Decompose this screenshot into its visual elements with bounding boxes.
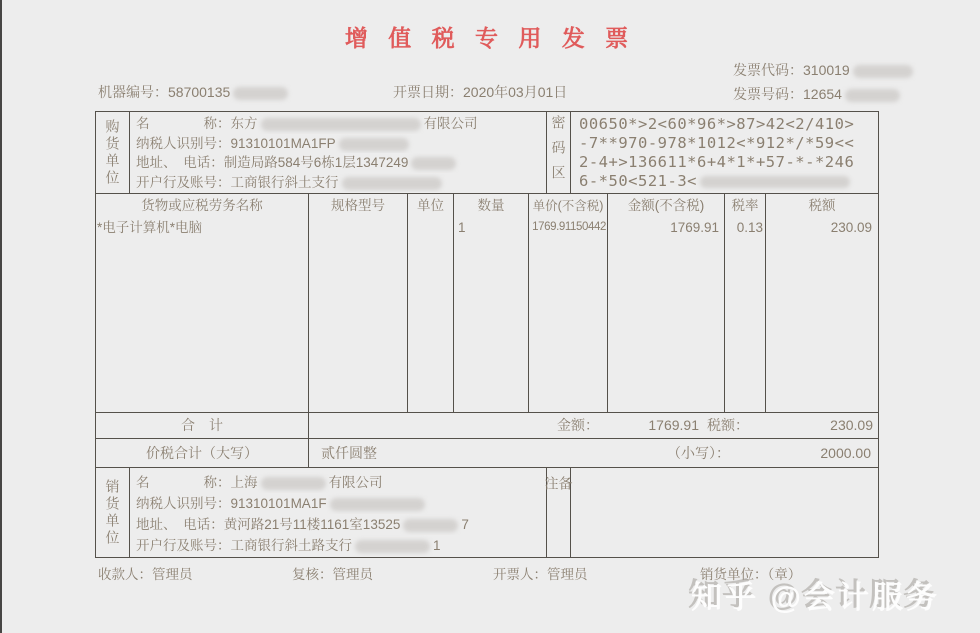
seller-address-label: 地址、 电话： bbox=[136, 517, 224, 532]
totals-tax-label: 税额： bbox=[707, 417, 749, 433]
password-line: 2-4+>136611*6+4*1*+57-*-*246 bbox=[579, 153, 855, 171]
remark-side-label: 备注 bbox=[547, 468, 571, 557]
amount-in-words: 贰仟圆整 bbox=[321, 445, 377, 461]
totals-label: 合 计 bbox=[96, 413, 309, 438]
payee-label: 收款人： bbox=[98, 567, 152, 582]
redaction-blur bbox=[233, 87, 288, 100]
redaction-blur bbox=[403, 519, 458, 532]
col-header-name: 货物或应税劳务名称 bbox=[96, 194, 309, 218]
password-line: -7**970-978*1012<*912*/*59<< bbox=[579, 134, 855, 152]
invoice-number-label: 发票号码： bbox=[733, 86, 803, 102]
machine-number-value: 58700135 bbox=[168, 84, 231, 100]
redaction-blur bbox=[845, 89, 900, 102]
item-unit-price-cell: 1769.91150442 bbox=[529, 218, 608, 412]
invoice-code-value: 310019 bbox=[803, 62, 850, 78]
zhihu-watermark: 知乎 @会计服务 bbox=[691, 580, 940, 615]
machine-number-line bbox=[98, 82, 291, 102]
payee-line bbox=[98, 563, 193, 583]
buyer-info bbox=[130, 112, 547, 193]
buyer-taxid-row bbox=[136, 134, 546, 154]
buyer-taxid-value: 91310101MA1FP bbox=[230, 135, 336, 151]
item-unit-cell bbox=[408, 218, 454, 412]
seller-stamp-line: 销货单位：（章） bbox=[700, 567, 802, 582]
col-header-tax-rate: 税率 bbox=[725, 194, 766, 218]
issue-date-line bbox=[393, 82, 567, 102]
small-amount-label: （小写）： bbox=[667, 445, 730, 461]
total-in-words-label: 价税合计（大写） bbox=[96, 439, 309, 467]
password-area bbox=[571, 112, 877, 193]
totals-amount-value: 1769.91 bbox=[648, 417, 699, 433]
seller-bank-row bbox=[136, 535, 546, 556]
seller-address-value: 黄河路21号11楼1161室13525 bbox=[223, 517, 401, 532]
col-header-amount: 金额(不含税) bbox=[608, 194, 725, 218]
totals-amount-label: 金额： bbox=[557, 417, 599, 433]
password-line bbox=[579, 172, 877, 191]
redaction-blur bbox=[853, 65, 913, 78]
seller-info bbox=[130, 468, 547, 557]
seller-address-suffix: 7 bbox=[461, 517, 469, 532]
item-amount-cell: 1769.91 bbox=[608, 218, 725, 412]
totals-content bbox=[309, 413, 878, 438]
reviewer-label: 复核： bbox=[292, 567, 333, 582]
col-header-unit: 单位 bbox=[408, 194, 454, 218]
password-line: 00650*>2<60*96*>87>42<2/410> bbox=[579, 115, 855, 133]
item-tax-cell: 230.09 bbox=[830, 220, 872, 235]
invoice-code-label: 发票代码： bbox=[733, 62, 803, 78]
issue-date-value: 2020年03月01日 bbox=[463, 84, 568, 100]
seller-name-label: 名 称： bbox=[136, 475, 231, 490]
total-in-words-content bbox=[309, 439, 878, 467]
remark-area bbox=[571, 468, 877, 557]
seller-taxid-row bbox=[136, 493, 546, 514]
buyer-address-label: 地址、 电话： bbox=[136, 155, 224, 170]
buyer-address-row bbox=[136, 153, 546, 173]
invoice-number-line bbox=[733, 84, 903, 104]
buyer-taxid-label: 纳税人识别号： bbox=[136, 135, 231, 151]
buyer-side-label: 购货单位 bbox=[96, 112, 130, 193]
totals-tax-value: 230.09 bbox=[830, 417, 873, 433]
drawer-line bbox=[493, 563, 588, 583]
col-header-tax: 税额 bbox=[808, 198, 836, 213]
invoice-code-line bbox=[733, 60, 916, 80]
seller-name-suffix: 有限公司 bbox=[328, 475, 383, 490]
issue-date-label: 开票日期： bbox=[393, 84, 463, 100]
redaction-blur bbox=[330, 498, 425, 511]
buyer-name-label: 名 称： bbox=[136, 116, 231, 131]
drawer-label: 开票人： bbox=[493, 567, 547, 582]
redaction-blur bbox=[355, 540, 430, 553]
item-name-cell: *电子计算机*电脑 bbox=[96, 218, 309, 412]
redaction-blur bbox=[261, 118, 421, 131]
buyer-address-value: 制造局路584号6栋1层1347249 bbox=[223, 155, 409, 170]
seller-bank-label: 开户行及账号： bbox=[136, 538, 231, 553]
totals-row bbox=[95, 412, 879, 439]
seller-address-row bbox=[136, 514, 546, 535]
seller-taxid-value: 91310101MA1F bbox=[230, 496, 327, 511]
item-spec-cell bbox=[309, 218, 408, 412]
drawer-value: 管理员 bbox=[547, 567, 588, 582]
reviewer-value: 管理员 bbox=[332, 567, 373, 582]
seller-name-row bbox=[136, 472, 546, 493]
invoice-number-value: 12654 bbox=[803, 86, 842, 102]
seller-section bbox=[95, 467, 879, 558]
col-header-unit-price: 单价(不含税) bbox=[529, 194, 608, 218]
redaction-blur bbox=[261, 477, 326, 490]
redaction-blur bbox=[700, 176, 850, 188]
invoice-title: 增 值 税 专 用 发 票 bbox=[344, 25, 636, 51]
buyer-bank-row bbox=[136, 173, 546, 193]
seller-name-value: 上海 bbox=[230, 475, 258, 490]
payee-value: 管理员 bbox=[152, 567, 193, 582]
item-qty-cell: 1 bbox=[454, 218, 529, 412]
item-tax-rate-cell: 0.13 bbox=[725, 218, 766, 412]
buyer-name-value: 东方 bbox=[230, 116, 258, 131]
total-in-words-row bbox=[95, 438, 879, 468]
seller-bank-suffix: 1 bbox=[433, 538, 441, 553]
col-header-qty: 数量 bbox=[454, 194, 529, 218]
seller-taxid-label: 纳税人识别号： bbox=[136, 496, 231, 511]
items-table bbox=[95, 193, 879, 413]
buyer-section bbox=[95, 111, 879, 194]
buyer-bank-label: 开户行及账号： bbox=[136, 174, 231, 190]
col-header-spec: 规格型号 bbox=[309, 194, 408, 218]
redaction-blur bbox=[342, 177, 442, 190]
buyer-bank-value: 工商银行斜土支行 bbox=[230, 174, 339, 190]
password-line-text: 6-*50<521-3< bbox=[579, 172, 697, 190]
buyer-name-suffix: 有限公司 bbox=[423, 116, 478, 131]
seller-bank-value: 工商银行斜土路支行 bbox=[230, 538, 352, 553]
reviewer-line bbox=[292, 563, 373, 583]
machine-number-label: 机器编号： bbox=[98, 84, 168, 100]
screenshot-left-edge bbox=[0, 0, 2, 633]
small-amount-value: 2000.00 bbox=[820, 445, 871, 461]
seller-side-label: 销货单位 bbox=[96, 468, 130, 557]
redaction-blur bbox=[339, 138, 409, 151]
buyer-name-row bbox=[136, 114, 546, 134]
password-side-label: 密码区 bbox=[547, 112, 571, 193]
redaction-blur bbox=[411, 157, 456, 170]
